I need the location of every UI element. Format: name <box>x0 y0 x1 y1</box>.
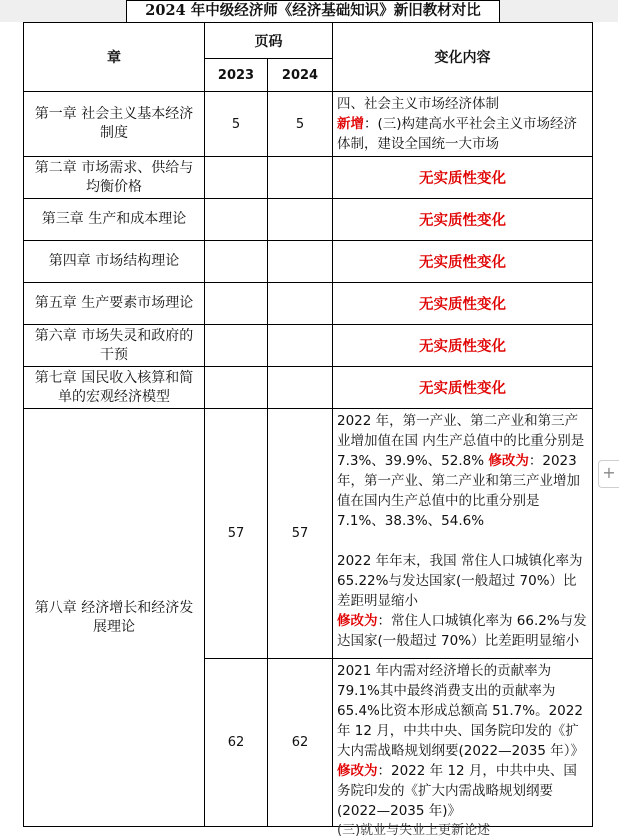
change-cell <box>333 92 593 157</box>
page-2023 <box>205 157 268 199</box>
chapter-cell: 第八章 经济增长和经济发展理论 <box>24 409 205 827</box>
table-row <box>24 367 593 409</box>
page-2023 <box>205 283 268 325</box>
background-strip-left <box>0 0 126 22</box>
change-line: 四、社会主义市场经济体制 <box>337 96 499 112</box>
table-row <box>24 157 593 199</box>
header-changes: 变化内容 <box>333 23 593 92</box>
change-cell: 无实质性变化 <box>333 283 593 325</box>
page-2024 <box>268 325 333 367</box>
page-2024 <box>268 241 333 283</box>
page-2024: 5 <box>268 92 333 157</box>
change-cell: 无实质性变化 <box>333 199 593 241</box>
page-2024: 57 <box>268 409 333 659</box>
document-title: 2024 年中级经济师《经济基础知识》新旧教材对比 <box>126 0 500 23</box>
page-2023 <box>205 241 268 283</box>
plus-icon[interactable]: + <box>598 460 619 488</box>
table-row <box>24 199 593 241</box>
old-text: 2021 年内需对经济增长的贡献率为 79.1%其中最终消费支出的贡献率为 65.4%比资本形成总额高 51.7%。2022 年 12 月，中共中央、国务院印发的《扩大内需战略规划纲要(2022—2035 年）》 <box>337 663 585 759</box>
page-2023 <box>205 325 268 367</box>
header-year-2023: 2023 <box>205 59 268 92</box>
page-2024 <box>268 157 333 199</box>
page-2023 <box>205 367 268 409</box>
change-text: ：(三)构建高水平社会主义市场经济体制，建设全国统一大市场 <box>337 116 578 152</box>
page-2023: 62 <box>205 659 268 827</box>
change-cell <box>333 659 593 827</box>
chapter-cell: 第七章 国民收入核算和简单的宏观经济模型 <box>24 367 205 409</box>
change-cell <box>333 409 593 659</box>
chapter-cell: 第一章 社会主义基本经济制度 <box>24 92 205 157</box>
table-row <box>24 409 593 659</box>
modified-tag: 修改为 <box>488 453 529 469</box>
change-cell: 无实质性变化 <box>333 157 593 199</box>
page-2023: 5 <box>205 92 268 157</box>
cut-off-text: (三)就业与失业上更新论述 <box>337 823 491 838</box>
modified-tag: 修改为 <box>337 613 378 629</box>
table-row <box>24 283 593 325</box>
new-tag: 新增 <box>337 116 364 132</box>
page-2023 <box>205 199 268 241</box>
chapter-cell: 第二章 市场需求、供给与均衡价格 <box>24 157 205 199</box>
page-2024 <box>268 199 333 241</box>
modified-tag: 修改为 <box>337 763 378 779</box>
header-year-2024: 2024 <box>268 59 333 92</box>
page-2024 <box>268 283 333 325</box>
change-cell: 无实质性变化 <box>333 367 593 409</box>
new-text: ：2022 年 12 月，中共中央、国务院印发的《扩大内需战略规划纲要(2022—2035 年)》 <box>337 763 577 819</box>
old-text: 2022 年年末，我国 常住人口城镇化率为 65.22%与发达国家(一般超过 70%）比差距明显缩小 <box>337 553 583 609</box>
table-row <box>24 325 593 367</box>
page-2024: 62 <box>268 659 333 827</box>
chapter-cell: 第三章 生产和成本理论 <box>24 199 205 241</box>
old-text: 2022 年，第一产业、第二产业和第三产业增加值在国 内生产总值中的比重分别是 7.3%、39.9%、52.8% <box>337 413 585 469</box>
table-row <box>24 241 593 283</box>
header-pages: 页码 <box>205 23 333 59</box>
new-text: ：2023 年，第一产业、第二产业和第三产业增加值在国内生产总值中的比重分别是 7.1%、38.3%、54.6% <box>337 453 580 529</box>
comparison-table <box>23 22 593 827</box>
new-text: ：常住人口城镇化率为 66.2%与发达国家(一般超过 70%）比差距明显缩小 <box>337 613 587 649</box>
table-row <box>24 92 593 157</box>
background-strip-right <box>499 0 618 22</box>
page-2024 <box>268 367 333 409</box>
chapter-cell: 第五章 生产要素市场理论 <box>24 283 205 325</box>
page-2023: 57 <box>205 409 268 659</box>
change-cell: 无实质性变化 <box>333 325 593 367</box>
change-cell: 无实质性变化 <box>333 241 593 283</box>
chapter-cell: 第六章 市场失灵和政府的干预 <box>24 325 205 367</box>
header-chapter: 章 <box>24 23 205 92</box>
chapter-cell: 第四章 市场结构理论 <box>24 241 205 283</box>
